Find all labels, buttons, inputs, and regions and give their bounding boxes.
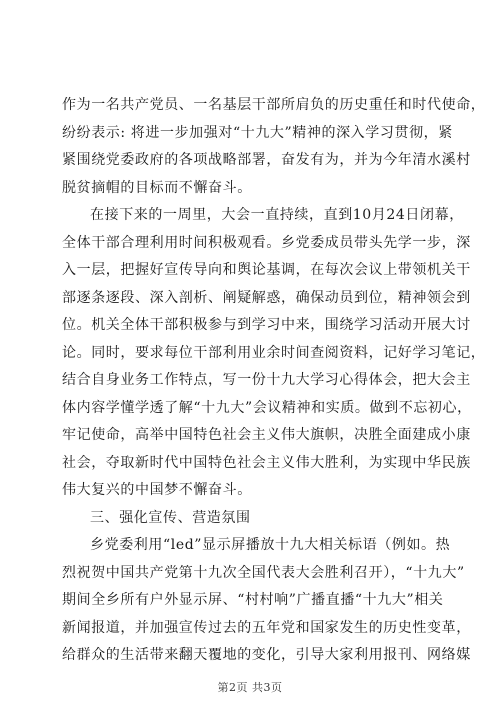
body-line: 牢记使命，高举中国特色社会主义伟大旗帜，决胜全面建成小康 bbox=[62, 427, 471, 443]
body-line: 期间全乡所有户外显示屏、“村村响”广播直播“十九大”相关 bbox=[62, 592, 444, 608]
section-heading: 三、强化宣传、营造氛围 bbox=[90, 509, 251, 526]
body-line: 作为一名共产党员、一名基层干部所肩负的历史重任和时代使命， bbox=[62, 97, 486, 113]
body-line: 紧围绕党委政府的各项战略部署，奋发有为，并为今年清水溪村 bbox=[62, 152, 471, 168]
body-line: 脱贫摘帽的目标而不懈奋斗。 bbox=[62, 179, 252, 196]
body-line: 部逐条逐段、深入剖析、阐疑解惑，确保动员到位，精神领会到 bbox=[62, 289, 471, 306]
body-line: 结合自身业务工作特点，写一份十九大学习心得体会，把大会主 bbox=[62, 372, 471, 388]
body-line: 社会，夺取新时代中国特色社会主义伟大胜利，为实现中华民族 bbox=[62, 454, 471, 471]
body-line: 体内容学懂学透了解“十九大”会议精神和实质。做到不忘初心， bbox=[62, 399, 472, 416]
body-line: 全体干部合理利用时间积极观看。乡党委成员带头先学一步，深 bbox=[62, 234, 471, 251]
page-footer: 第2页 共3页 bbox=[217, 681, 283, 694]
document-body bbox=[62, 92, 486, 670]
paragraph-start-line: 乡党委利用“led”显示屏播放十九大相关标语（例如。热 bbox=[90, 537, 451, 553]
paragraph-start-line: 在接下来的一周里，大会一直持续，直到10月24日闭幕， bbox=[90, 207, 464, 223]
body-line: 新闻报道，并加强宣传过去的五年党和国家发生的历史性变革， bbox=[62, 619, 471, 636]
body-line: 纷纷表示: 将进一步加强对“十九大”精神的深入学习贯彻，紧 bbox=[62, 124, 453, 141]
body-line: 伟大复兴的中国梦不懈奋斗。 bbox=[62, 482, 252, 498]
body-line: 给群众的生活带来翻天覆地的变化，引导大家利用报刊、网络媒 bbox=[62, 647, 471, 663]
body-line: 位。机关全体干部积极参与到学习中来，围绕学习活动开展大讨 bbox=[62, 317, 471, 333]
body-line: 入一层，把握好宣传导向和舆论基调，在每次会议上带领机关干 bbox=[62, 262, 471, 278]
body-line: 论。同时，要求每位干部利用业余时间查阅资料，记好学习笔记， bbox=[62, 344, 486, 361]
body-line: 烈祝贺中国共产党第十九次全国代表大会胜利召开），“十九大” bbox=[62, 564, 465, 581]
